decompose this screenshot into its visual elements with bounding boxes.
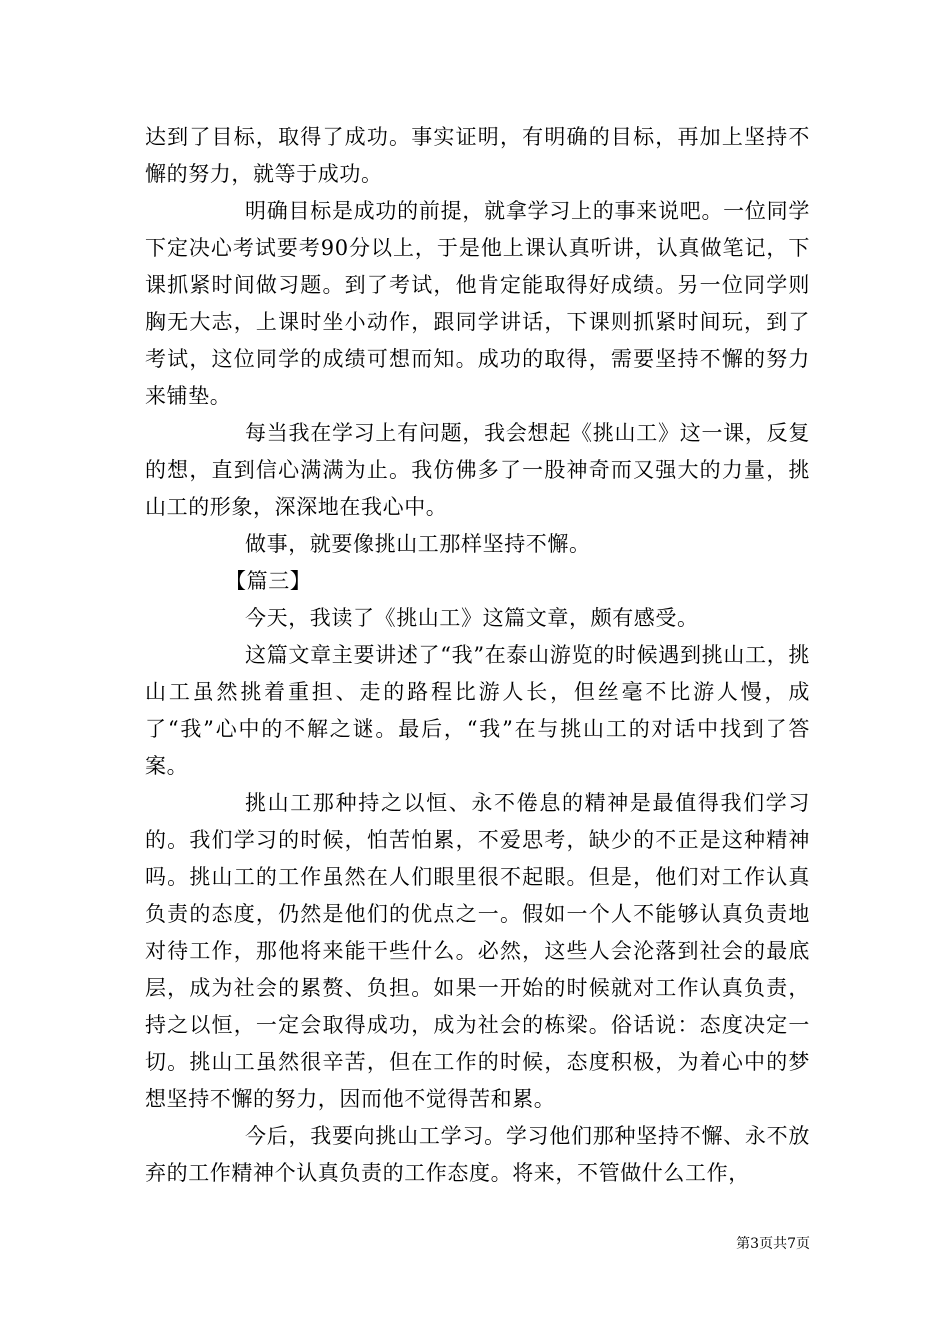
document-body: [145, 119, 810, 1192]
paragraph: 今后，我要向挑山工学习。学习他们那种坚持不懈、永不放弃的工作精神个认真负责的工作态度。将来，不管做什么工作，: [145, 1124, 810, 1185]
paragraph: 做事，就要像挑山工那样坚持不懈。: [245, 532, 591, 556]
paragraph: 明确目标是成功的前提，就拿学习上的事来说吧。一位同学下定决心考试要考90分以上，于是他上课认真听讲，认真做笔记，下课抓紧时间做习题。到了考试，他肯定能取得好成绩。另一位同学则胸无大志，上课时坐小动作，跟同学讲话，下课则抓紧时间玩，到了考试，这位同学的成绩可想而知。成功的取得，需要坚持不懈的努力来铺垫。: [145, 199, 810, 408]
page-number: 第3页共7页: [736, 1236, 810, 1252]
paragraph: 每当我在学习上有问题，我会想起《挑山工》这一课，反复的想，直到信心满满为止。我仿佛多了一股神奇而又强大的力量，挑山工的形象，深深地在我心中。: [145, 421, 810, 519]
paragraph: 挑山工那种持之以恒、永不倦息的精神是最值得我们学习的。我们学习的时候，怕苦怕累，不爱思考，缺少的不正是这种精神吗。挑山工的工作虽然在人们眼里很不起眼。但是，他们对工作认真负责的态度，仍然是他们的优点之一。假如一个人不能够认真负责地对待工作，那他将来能干些什么。必然，这些人会沦落到社会的最底层，成为社会的累赘、负担。如果一开始的时候就对工作认真负责，持之以恒，一定会取得成功，成为社会的栋梁。俗话说：态度决定一切。挑山工虽然很辛苦，但在工作的时候，态度积极，为着心中的梦想坚持不懈的努力，因而他不觉得苦和累。: [145, 791, 810, 1111]
paragraph-continued: 达到了目标，取得了成功。事实证明，有明确的目标，再加上坚持不懈的努力，就等于成功。: [145, 125, 810, 186]
paragraph: 今天，我读了《挑山工》这篇文章，颇有感受。: [245, 606, 699, 630]
section-heading: 【篇三】: [225, 569, 312, 593]
paragraph: 这篇文章主要讲述了“我”在泰山游览的时候遇到挑山工，挑山工虽然挑着重担、走的路程比游人长，但丝毫不比游人慢，成了“我”心中的不解之谜。最后，“我”在与挑山工的对话中找到了答案。: [145, 643, 810, 778]
